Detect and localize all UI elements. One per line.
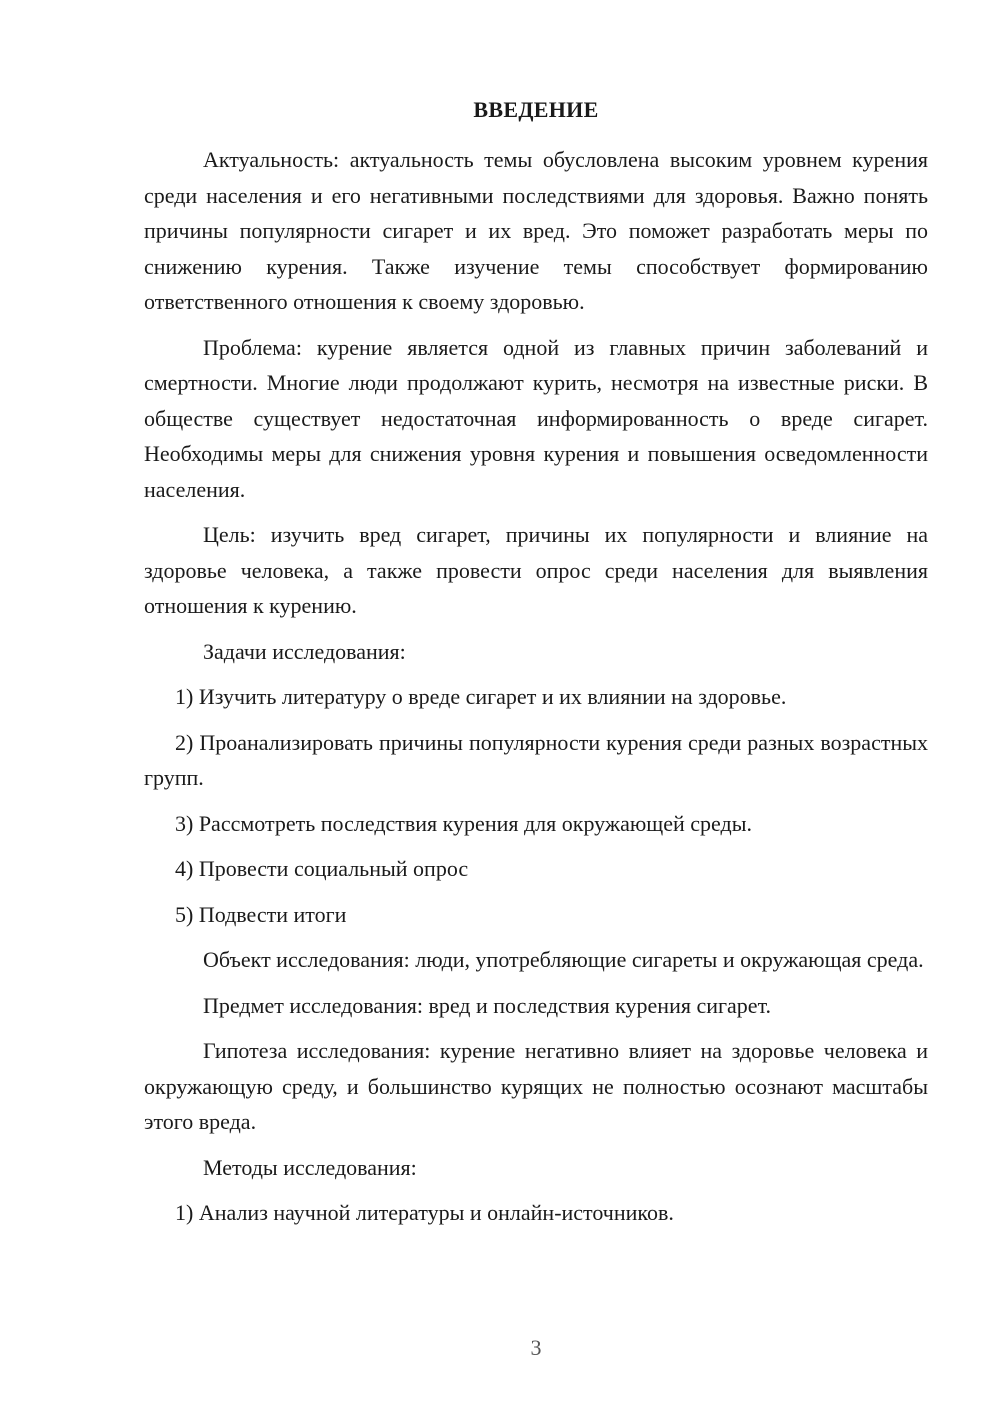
task-item: 4) Провести социальный опрос (175, 856, 469, 881)
methods-title: Методы исследования: (203, 1154, 417, 1180)
goal-paragraph: Цель: изучить вред сигарет, причины их популярности и влияние на здоровье человека, а также провести опрос среди населения для выявления отношения к курению. (144, 522, 928, 618)
object-paragraph: Объект исследования: люди, употребляющие сигареты и окружающая среда. (203, 947, 924, 972)
body-text (144, 142, 928, 1241)
tasks-title: Задачи исследования: (203, 638, 406, 664)
task-item: 3) Рассмотреть последствия курения для окружающей среды. (175, 810, 752, 836)
subject-paragraph: Предмет исследования: вред и последствия курения сигарет. (203, 992, 772, 1018)
task-item: 5) Подвести итоги (175, 901, 347, 927)
page-title: ВВЕДЕНИЕ (473, 97, 599, 122)
task-item: 1) Изучить литературу о вреде сигарет и их влиянии на здоровье. (175, 684, 787, 709)
task-item: 2) Проанализировать причины популярности курения среди разных возрастных групп. (144, 729, 928, 790)
page-number: 3 (530, 1335, 542, 1360)
method-item: 1) Анализ научной литературы и онлайн-источников. (175, 1200, 674, 1225)
hypothesis-paragraph: Гипотеза исследования: курение негативно влияет на здоровье человека и окружающую среду, и большинство курящих не полностью осознают масштабы этого вреда. (144, 1038, 928, 1134)
problem-paragraph: Проблема: курение является одной из главных причин заболеваний и смертности. Многие люди продолжают курить, несмотря на известные риски. В обществе существует недостаточная информированность о вреде сигарет. Необходимы меры для снижения уровня курения и повышения осведомленности населения. (144, 334, 928, 502)
relevance-paragraph: Актуальность: актуальность темы обусловлена высоким уровнем курения среди населения и его негативными последствиями для здоровья. Важно понять причины популярности сигарет и их вред. Это поможет разработать меры по снижению курения. Также изучение темы способствует формированию ответственного отношения к своему здоровью. (144, 147, 928, 314)
